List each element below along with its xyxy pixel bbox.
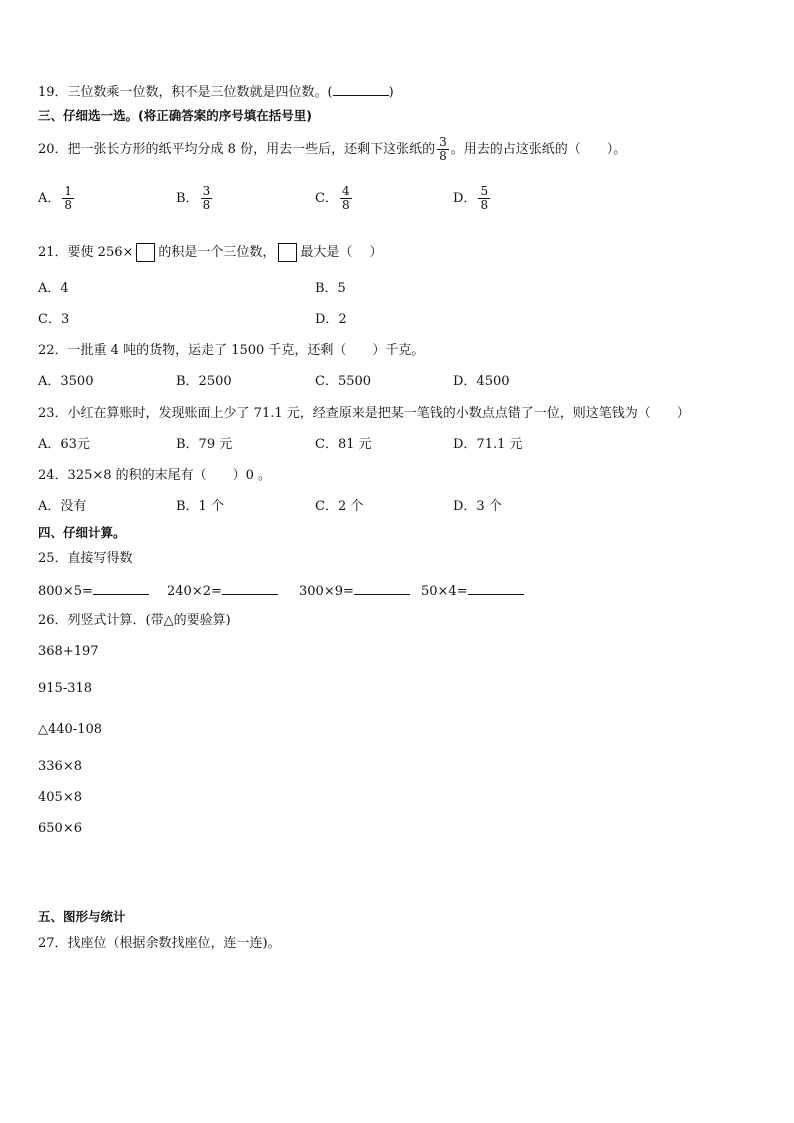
q24-option-a[interactable]: A．没有 — [38, 499, 87, 514]
option-fraction — [62, 185, 74, 212]
q24-option-b[interactable]: B．1 个 — [176, 499, 224, 514]
question-23: 23．小红在算账时，发现账面上少了 71.1 元，经查原来是把某一笔钱的小数点点错了一位，则这笔钱为（ ） — [38, 406, 690, 421]
question-27: 27．找座位（根据余数找座位，连一连)。 — [38, 936, 281, 951]
calc-expression: 300×9= — [299, 584, 354, 599]
fraction-denominator: 8 — [480, 198, 489, 212]
fraction-numerator: 1 — [64, 184, 73, 198]
q21-option-b[interactable]: B．5 — [315, 281, 346, 296]
answer-blank[interactable] — [333, 83, 389, 96]
q24-option-d[interactable]: D．3 个 — [453, 499, 502, 514]
fraction-numerator: 3 — [202, 184, 211, 198]
vertical-calc-item: 405×8 — [38, 790, 82, 805]
calc-expression: 50×4= — [421, 584, 468, 599]
vertical-calc-item: 336×8 — [38, 759, 82, 774]
calc-expression: 240×2= — [167, 584, 222, 599]
answer-blank[interactable] — [93, 582, 149, 595]
q20-option-a[interactable] — [38, 183, 76, 215]
vertical-calc-item: 368+197 — [38, 644, 99, 659]
q21-option-a[interactable]: A．4 — [38, 281, 69, 296]
question-20-post: 。用去的占这张纸的（ ）。 — [450, 142, 627, 157]
calc-item — [421, 582, 524, 600]
vertical-calc-item: 915-318 — [38, 681, 93, 696]
fraction-denominator: 8 — [341, 198, 350, 212]
fraction — [437, 136, 449, 163]
q20-option-d[interactable] — [453, 183, 492, 215]
calc-item — [167, 582, 278, 600]
question-21-mid: 的积是一个三位数， — [158, 245, 276, 260]
q23-option-c[interactable]: C．81 元 — [315, 437, 372, 452]
fraction-denominator: 8 — [64, 198, 73, 212]
fraction-denominator: 8 — [439, 149, 447, 163]
answer-blank[interactable] — [468, 582, 524, 595]
q20-option-b[interactable] — [176, 183, 214, 215]
question-21 — [38, 243, 383, 263]
section-3-heading: 三、仔细选一选。(将正确答案的序号填在括号里) — [38, 108, 312, 123]
option-fraction — [340, 185, 352, 212]
question-19-close: ) — [388, 85, 394, 100]
question-25-title: 25．直接写得数 — [38, 551, 133, 566]
q22-option-a[interactable]: A．3500 — [38, 374, 94, 389]
question-21-pre: 21．要使 256× — [38, 245, 134, 260]
question-24: 24．325×8 的积的末尾有（ ）0 。 — [38, 468, 272, 483]
answer-blank[interactable] — [222, 582, 278, 595]
section-4-heading: 四、仔细计算。 — [38, 525, 126, 540]
question-20-pre: 20．把一张长方形的纸平均分成 8 份，用去一些后，还剩下这张纸的 — [38, 142, 436, 157]
calc-item — [299, 582, 410, 600]
q23-option-b[interactable]: B．79 元 — [176, 437, 233, 452]
answer-blank[interactable] — [354, 582, 410, 595]
q20-option-c[interactable] — [315, 183, 354, 215]
question-21-post: 最大是（ ） — [300, 245, 383, 260]
option-label: C． — [315, 191, 338, 206]
question-26-title: 26．列竖式计算．(带△的要验算) — [38, 613, 231, 628]
question-22: 22．一批重 4 吨的货物，运走了 1500 千克，还剩（ ）千克。 — [38, 343, 425, 358]
q21-option-d[interactable]: D．2 — [315, 312, 347, 327]
q22-option-d[interactable]: D．4500 — [453, 374, 510, 389]
blank-box[interactable] — [136, 243, 155, 262]
calc-item — [38, 582, 149, 600]
vertical-calc-item: 650×6 — [38, 821, 82, 836]
option-label: B． — [176, 191, 199, 206]
question-19-text: 19．三位数乘一位数，积不是三位数就是四位数。( — [38, 85, 333, 100]
q22-option-b[interactable]: B．2500 — [176, 374, 232, 389]
fraction-numerator: 5 — [480, 184, 489, 198]
fraction-denominator: 8 — [202, 198, 211, 212]
option-fraction — [201, 185, 213, 212]
fraction-numerator: 4 — [341, 184, 350, 198]
q22-option-c[interactable]: C．5500 — [315, 374, 372, 389]
q23-option-d[interactable]: D．71.1 元 — [453, 437, 523, 452]
question-20 — [38, 134, 626, 166]
option-fraction — [478, 185, 490, 212]
option-label: A． — [38, 191, 61, 206]
question-19 — [38, 83, 394, 101]
option-label: D． — [453, 191, 477, 206]
q24-option-c[interactable]: C．2 个 — [315, 499, 364, 514]
calc-expression: 800×5= — [38, 584, 93, 599]
blank-box[interactable] — [278, 243, 297, 262]
q21-option-c[interactable]: C．3 — [38, 312, 70, 327]
q23-option-a[interactable]: A．63元 — [38, 437, 90, 452]
vertical-calc-item: △440-108 — [38, 722, 103, 737]
fraction-numerator: 3 — [439, 135, 447, 149]
section-5-heading: 五、图形与统计 — [38, 909, 126, 924]
